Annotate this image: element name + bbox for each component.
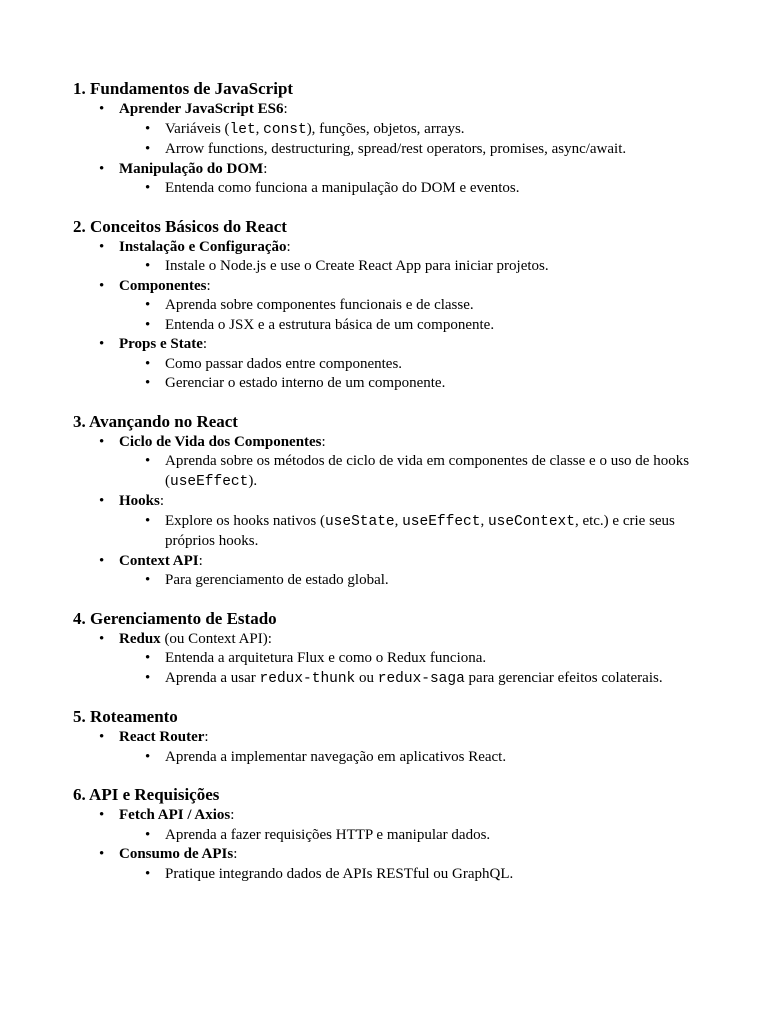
bullet-icon: • xyxy=(145,748,151,765)
topic-line xyxy=(119,492,713,512)
subtopic-text: ou xyxy=(355,669,378,686)
topic-line xyxy=(119,160,713,180)
subtopic-item xyxy=(119,257,713,277)
inline-code: useContext xyxy=(487,513,575,530)
subtopic-list xyxy=(119,296,713,335)
topic-list xyxy=(73,100,713,199)
topic-suffix: : xyxy=(202,336,208,352)
topic-label: Aprender JavaScript ES6 xyxy=(119,101,284,117)
section-heading: 4. Gerenciamento de Estado xyxy=(73,608,277,628)
subtopic-item xyxy=(119,826,713,846)
section-heading: 1. Fundamentos de JavaScript xyxy=(73,79,294,98)
subtopic-text: Como passar dados entre componentes. xyxy=(165,355,403,372)
topic-item xyxy=(73,335,713,394)
topic-line xyxy=(119,100,713,120)
topic-item xyxy=(73,630,713,690)
bullet-icon: • xyxy=(145,258,151,274)
topic-line xyxy=(119,845,713,865)
topic-label: Instalação e Configuração xyxy=(119,238,287,255)
subtopic-item xyxy=(119,140,713,160)
subtopic-list xyxy=(119,355,713,394)
subtopic-list xyxy=(119,512,713,552)
subtopic-list xyxy=(119,452,713,492)
section xyxy=(73,608,713,690)
subtopic-list xyxy=(119,865,713,885)
section-heading: 2. Conceitos Básicos do React xyxy=(73,216,287,236)
inline-code: const xyxy=(263,121,307,138)
subtopic-item xyxy=(119,669,713,690)
subtopic-item xyxy=(119,120,713,141)
subtopic-text: para gerenciar efeitos colaterais. xyxy=(464,669,663,686)
subtopic-item xyxy=(119,571,713,591)
bullet-icon: • xyxy=(145,141,151,157)
topic-suffix: (ou Context API): xyxy=(160,630,272,647)
topic-suffix: : xyxy=(206,277,211,294)
subtopic-text: Aprenda a usar xyxy=(165,669,260,686)
topic-list xyxy=(73,728,713,767)
bullet-icon: • xyxy=(145,650,151,666)
subtopic-text: Entenda a arquitetura Flux e como o Redux funciona. xyxy=(165,650,487,666)
bullet-icon: • xyxy=(145,355,151,372)
topic-item xyxy=(73,160,713,199)
topic-label: Manipulação do DOM xyxy=(119,160,264,177)
subtopic-text: Para gerenciamento de estado global. xyxy=(165,572,389,588)
subtopic-text: Instale o Node.js e use o Create React App para iniciar projetos. xyxy=(165,258,549,274)
subtopic-text: Aprenda a implementar navegação em aplicativos React. xyxy=(165,748,507,765)
topic-line xyxy=(119,806,713,826)
topic-label: Ciclo de Vida dos Componentes xyxy=(119,433,322,450)
topic-line xyxy=(119,277,713,297)
topic-item xyxy=(73,806,713,845)
inline-code: redux-thunk xyxy=(259,670,356,687)
subtopic-text: Entenda o JSX e a estrutura básica de um componente. xyxy=(165,316,495,333)
topic-list xyxy=(73,630,713,690)
bullet-icon: • xyxy=(99,552,105,569)
subtopic-item xyxy=(119,452,713,492)
bullet-icon: • xyxy=(99,101,105,117)
bullet-icon: • xyxy=(99,238,105,255)
topic-list xyxy=(73,238,713,394)
topic-label: Componentes xyxy=(119,277,207,294)
topic-label: Context API xyxy=(119,552,199,569)
bullet-icon: • xyxy=(145,297,151,313)
subtopic-text: Aprenda a fazer requisições HTTP e manipular dados. xyxy=(165,826,491,843)
section xyxy=(73,706,713,767)
topic-item xyxy=(73,277,713,336)
bullet-icon: • xyxy=(145,826,151,843)
subtopic-list xyxy=(119,649,713,689)
topic-suffix: : xyxy=(233,846,238,862)
bullet-icon: • xyxy=(99,336,105,352)
bullet-icon: • xyxy=(145,316,151,333)
subtopic-text: Variáveis ( xyxy=(165,120,230,137)
subtopic-text: Aprenda sobre os métodos de ciclo de vida em componentes de classe e o uso de hooks ( xyxy=(165,453,690,489)
topic-suffix: : xyxy=(321,433,326,450)
subtopic-text: , xyxy=(480,512,488,529)
topic-item xyxy=(73,552,713,591)
topic-item xyxy=(73,100,713,160)
topic-label: Hooks xyxy=(119,493,160,509)
bullet-icon: • xyxy=(99,160,105,177)
subtopic-text: ), funções, objetos, arrays. xyxy=(306,120,465,137)
subtopic-item xyxy=(119,512,713,552)
topic-label: Props e State xyxy=(119,336,203,352)
subtopic-list xyxy=(119,826,713,846)
bullet-icon: • xyxy=(99,846,105,862)
topic-suffix: : xyxy=(204,729,209,745)
inline-code: redux-saga xyxy=(377,670,465,687)
document-body xyxy=(73,78,713,901)
subtopic-text: Gerenciar o estado interno de um componente. xyxy=(165,375,446,391)
inline-code: useState xyxy=(324,513,395,530)
bullet-icon: • xyxy=(145,453,151,469)
topic-item xyxy=(73,433,713,493)
subtopic-item xyxy=(119,316,713,336)
topic-line xyxy=(119,433,713,453)
subtopic-text: , xyxy=(394,512,403,529)
subtopic-text: Aprenda sobre componentes funcionais e de classe. xyxy=(165,297,474,313)
bullet-icon: • xyxy=(145,572,151,588)
subtopic-list xyxy=(119,571,713,591)
subtopic-item xyxy=(119,355,713,375)
inline-code: useEffect xyxy=(170,473,249,490)
section xyxy=(73,216,713,394)
bullet-icon: • xyxy=(99,277,105,294)
subtopic-list xyxy=(119,179,713,199)
subtopic-list xyxy=(119,257,713,277)
bullet-icon: • xyxy=(99,729,105,745)
topic-item xyxy=(73,238,713,277)
subtopic-item xyxy=(119,748,713,768)
topic-list xyxy=(73,433,713,591)
subtopic-text: , xyxy=(255,120,264,137)
subtopic-text: Entenda como funciona a manipulação do DOM e eventos. xyxy=(165,180,520,196)
topic-label: React Router xyxy=(119,729,205,745)
subtopic-text: Arrow functions, destructuring, spread/rest operators, promises, async/await. xyxy=(165,141,627,157)
subtopic-text: Explore os hooks nativos ( xyxy=(165,512,325,529)
bullet-icon: • xyxy=(145,180,151,196)
subtopic-list xyxy=(119,748,713,768)
section-heading: 3. Avançando no React xyxy=(73,411,238,431)
topic-label: Redux xyxy=(119,630,161,647)
inline-code: let xyxy=(229,121,256,138)
bullet-icon: • xyxy=(99,493,105,509)
subtopic-text: ). xyxy=(248,472,258,489)
section xyxy=(73,411,713,591)
inline-code: useEffect xyxy=(402,513,481,530)
bullet-icon: • xyxy=(145,865,151,882)
bullet-icon: • xyxy=(145,669,151,686)
subtopic-text: Pratique integrando dados de APIs RESTful ou GraphQL. xyxy=(165,865,514,882)
subtopic-item xyxy=(119,179,713,199)
topic-list xyxy=(73,806,713,884)
subtopic-item xyxy=(119,649,713,669)
topic-line xyxy=(119,552,713,572)
topic-suffix: : xyxy=(159,493,165,509)
subtopic-item xyxy=(119,374,713,394)
topic-line xyxy=(119,238,713,258)
topic-line xyxy=(119,335,713,355)
topic-suffix: : xyxy=(263,160,268,177)
topic-label: Fetch API / Axios xyxy=(119,807,231,823)
bullet-icon: • xyxy=(145,120,151,137)
section-heading: 6. API e Requisições xyxy=(73,785,220,804)
bullet-icon: • xyxy=(145,512,151,529)
topic-suffix: : xyxy=(230,807,235,823)
section-heading: 5. Roteamento xyxy=(73,707,178,726)
topic-item xyxy=(73,845,713,884)
topic-suffix: : xyxy=(283,101,288,117)
bullet-icon: • xyxy=(145,375,151,391)
topic-item xyxy=(73,728,713,767)
topic-line xyxy=(119,630,713,650)
subtopic-item xyxy=(119,865,713,885)
subtopic-item xyxy=(119,296,713,316)
section xyxy=(73,78,713,199)
section xyxy=(73,784,713,884)
topic-suffix: : xyxy=(286,238,291,255)
subtopic-list xyxy=(119,120,713,160)
bullet-icon: • xyxy=(99,433,105,450)
bullet-icon: • xyxy=(99,807,105,823)
topic-line xyxy=(119,728,713,748)
bullet-icon: • xyxy=(99,630,105,647)
topic-suffix: : xyxy=(198,552,203,569)
topic-label: Consumo de APIs xyxy=(119,846,234,862)
subtopic-text: , etc.) e crie seus próprios hooks. xyxy=(165,512,675,549)
topic-item xyxy=(73,492,713,552)
